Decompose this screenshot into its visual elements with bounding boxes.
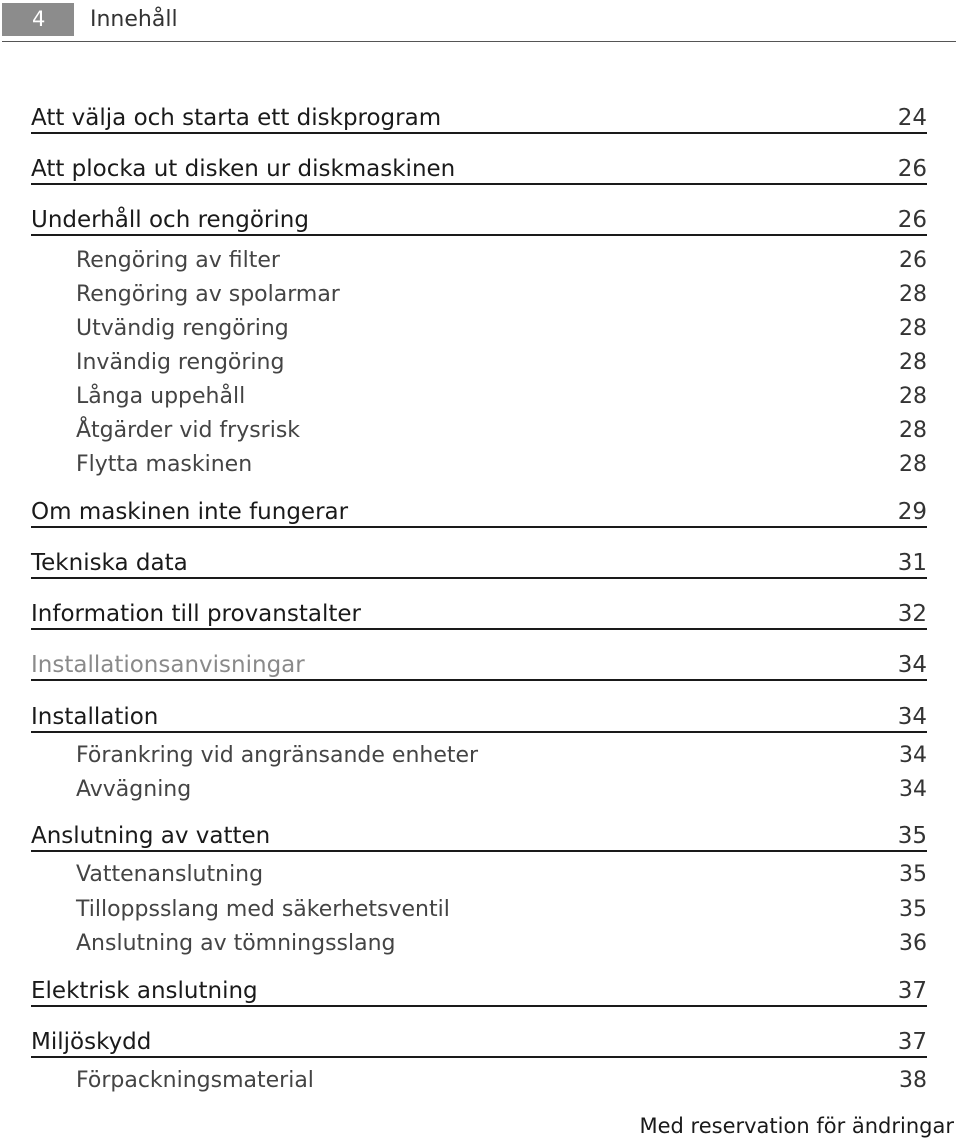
- toc-entry-page: 26: [899, 248, 927, 273]
- toc-subentry[interactable]: [31, 312, 927, 345]
- toc-entry-page: 31: [897, 550, 927, 576]
- toc-entry-page: 32: [897, 601, 927, 627]
- toc-entry-title: Förpackningsmaterial: [76, 1068, 314, 1093]
- toc-subentry[interactable]: [31, 1064, 927, 1097]
- toc-entry[interactable]: [31, 598, 927, 630]
- toc-entry-page: 35: [899, 897, 927, 922]
- toc-entry-title: Installationsanvisningar: [31, 652, 305, 678]
- toc-subentry[interactable]: [31, 380, 927, 413]
- toc-entry-page: 34: [899, 777, 927, 802]
- toc-entry-title: Installation: [31, 704, 159, 730]
- toc-entry-title: Att plocka ut disken ur diskmaskinen: [31, 156, 456, 182]
- toc-subentry[interactable]: [31, 893, 927, 926]
- toc-entry-title: Elektrisk anslutning: [31, 978, 258, 1004]
- toc-subentry[interactable]: [31, 739, 927, 772]
- toc-entry-title: Åtgärder vid frysrisk: [76, 418, 301, 443]
- footer-note: Med reservation för ändringar: [639, 1114, 954, 1138]
- toc-entry-page: 34: [897, 704, 927, 730]
- toc-entry-page: 35: [897, 823, 927, 849]
- page-number: 4: [2, 3, 74, 36]
- toc-subentry[interactable]: [31, 927, 927, 960]
- toc-entry-title: Anslutning av vatten: [31, 823, 271, 849]
- toc-entry-page: 28: [899, 316, 927, 341]
- toc-entry-page: 26: [897, 156, 927, 182]
- page-title: Innehåll: [90, 7, 178, 32]
- toc-entry-page: 37: [897, 978, 927, 1004]
- toc-entry[interactable]: [31, 204, 927, 236]
- toc-entry[interactable]: [31, 496, 927, 528]
- toc-entry-title: Underhåll och rengöring: [31, 207, 309, 233]
- toc-entry-title: Rengöring av spolarmar: [76, 282, 340, 307]
- toc-subentry[interactable]: [31, 773, 927, 806]
- toc-entry-title: Miljöskydd: [31, 1029, 152, 1055]
- toc-entry[interactable]: [31, 975, 927, 1007]
- toc-entry[interactable]: [31, 153, 927, 185]
- toc-entry-title: Om maskinen inte fungerar: [31, 499, 349, 525]
- toc-subentry[interactable]: [31, 448, 927, 481]
- toc-entry-title: Utvändig rengöring: [76, 316, 289, 341]
- toc-entry-title: Rengöring av filter: [76, 248, 280, 273]
- toc-entry-title: Information till provanstalter: [31, 601, 361, 627]
- toc-subentry[interactable]: [31, 346, 927, 379]
- toc-entry-page: 24: [897, 105, 927, 131]
- toc-entry-page: 28: [899, 452, 927, 477]
- toc-entry-page: 28: [899, 350, 927, 375]
- toc-entry-title: Tilloppsslang med säkerhetsventil: [76, 897, 450, 922]
- toc-entry-title: Förankring vid angränsande enheter: [76, 743, 479, 768]
- toc-entry-title: Tekniska data: [31, 550, 188, 576]
- toc-entry-title: Vattenanslutning: [76, 862, 264, 887]
- toc-entry-page: 38: [899, 1068, 927, 1093]
- toc-subentry[interactable]: [31, 278, 927, 311]
- toc-entry-title: Avvägning: [76, 777, 192, 802]
- toc-entry[interactable]: [31, 820, 927, 852]
- toc-entry-page: 28: [899, 384, 927, 409]
- toc-entry-page: 34: [897, 652, 927, 678]
- toc-entry-page: 37: [897, 1029, 927, 1055]
- toc-entry-title: Flytta maskinen: [76, 452, 253, 477]
- toc-entry-title: Långa uppehåll: [76, 384, 246, 409]
- toc-entry[interactable]: [31, 649, 927, 681]
- toc-entry-title: Att välja och starta ett diskprogram: [31, 105, 442, 131]
- toc-entry[interactable]: [31, 547, 927, 579]
- toc-entry[interactable]: [31, 701, 927, 733]
- toc-subentry[interactable]: [31, 858, 927, 891]
- toc-entry-title: Invändig rengöring: [76, 350, 285, 375]
- toc-entry[interactable]: [31, 102, 927, 134]
- toc-entry-page: 28: [899, 418, 927, 443]
- toc-subentry[interactable]: [31, 414, 927, 447]
- toc-entry-page: 29: [897, 499, 927, 525]
- toc-entry-title: Anslutning av tömningsslang: [76, 931, 396, 956]
- toc-entry-page: 36: [899, 931, 927, 956]
- toc-entry[interactable]: [31, 1026, 927, 1058]
- toc-entry-page: 34: [899, 743, 927, 768]
- toc-entry-page: 35: [899, 862, 927, 887]
- toc-subentry[interactable]: [31, 244, 927, 277]
- toc-entry-page: 28: [899, 282, 927, 307]
- toc-entry-page: 26: [897, 207, 927, 233]
